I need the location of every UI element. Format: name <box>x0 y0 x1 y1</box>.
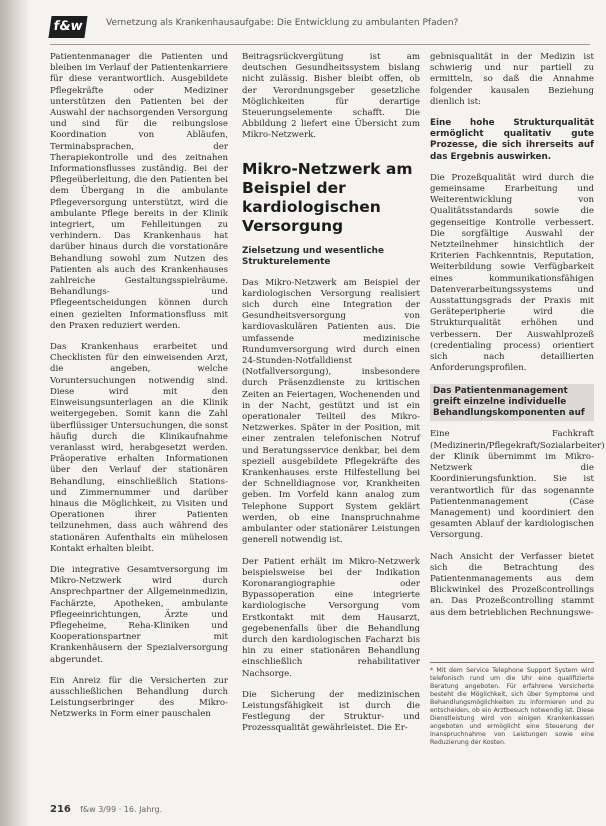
subsection-heading: Zielsetzung und wesentliche Strukturelemente <box>242 245 384 267</box>
paragraph: Die Sicherung der medizinischen Leistungsfähigkeit ist durch die Festlegung der Struktur- und Prozessqualität gewährleistet. Die Er- <box>242 689 420 734</box>
page-header <box>50 14 590 40</box>
page-number: 216 <box>50 804 71 815</box>
paragraph: Das Krankenhaus erarbeitet und Checklisten für den einweisenden Arzt, die angeben, welche Voruntersuchungen notwendig sind. Diese wird mit den Einweisungsunterlagen an die Klinik weitergegeben. Somit kann die Zahl überflüssiger Untersuchungen, die sonst häufig durch die Klinikaufnahme veranlasst wird, herabgesetzt werden. Präoperative erhalten Informationen über den Verlauf der stationären Behandlung, einschließlich Stations- und Zimmernummer und darüber hinaus die Möglichkeit, zu Visiten und Operationen ihrer Patienten teilzunehmen, dass auch während des stationären Aufenthalts ein mühelosen Kontakt erhalten bleibt. <box>50 342 228 554</box>
binding-shadow <box>0 0 30 826</box>
paragraph: Die integrative Gesamtversorgung im Mikro-Netzwerk wird durch Ansprechpartner der Allgemeinmedizin, Fachärzte, Apotheken, ambulante Pflegeeinrichtungen, Ärzte und Pflegeheime, Reha-Kliniken und Kooperationspartner mit Krankenhäusern der Spezialversorgung abgerundet. <box>50 564 228 665</box>
magazine-issue: f&w 3/99 · 16. Jahrg. <box>80 805 163 814</box>
emphasis-statement: Eine hohe Strukturqualität ermöglicht qualitativ gute Prozesse, die sich ihrerseits auf das Ergebnis auswirken. <box>430 118 594 162</box>
boxed-heading: Das Patientenmanagement greift einzelne individuelle Behandlungskomponenten auf <box>430 384 594 421</box>
column-1 <box>50 52 228 731</box>
paragraph: Eine Fachkraft (Medizinerin/Pflegekraft/Sozialarbeiter) der Klinik übernimmt im Mikro-Netzwerk die Koordinierungsfunktion. Sie ist verantwortlich für das sogenannte Patientenmanagement (Case Management) und koordiniert den gesamten Ablauf der kardiologischen Versorgung. <box>430 429 605 541</box>
paragraph: Beitragsrückvergütung ist am deutschen Gesundheitssystem bislang nicht zulässig. Bisher bleibt offen, ob der Verordnungsgeber gesetzliche Möglichkeiten für derartige Steuerungselemente schafft. Die Abbildung 2 liefert eine Übersicht zum Mikro-Netzwerk. <box>242 52 420 141</box>
column-2 <box>242 52 420 745</box>
paragraph: Der Patient erhält im Mikro-Netzwerk beispielsweise bei der Indikation Koronarangiographie oder Bypassoperation eine integrierte kardiologische Versorgung vom Erstkontakt mit dem Hausarzt, gegebenenfalls über die Behandlung durch den kardiologischen Facharzt bis hin zu einer stationären Behandlung einschließlich rehabilitativer Nachsorge. <box>242 556 420 679</box>
paragraph: Ein Anreiz für die Versicherten zur ausschließlichen Behandlung durch Leistungserbringer des Mikro-Netzwerks in Form einer pauschalen <box>50 675 228 720</box>
footnote: * Mit dem Service Telephone Support System wird telefonisch rund um die Uhr eine qualifizierte Beratung angeboten. Für erfahrene Versicherte besteht die Möglichkeit, sich über Symptome und Behandlungsmöglichkeiten zu informieren und zu entscheiden, ob ein Arztbesuch notwendig ist. Diese Dienstleistung wird von einigen Krankenkassen angeboten und ermöglicht eine Steuerung der Inanspruchnahme von Leistungen sowie eine Reduzierung der Kosten. <box>430 662 594 747</box>
header-rule <box>50 44 590 45</box>
section-heading: Mikro-Netzwerk am Beispiel der kardiologischen Versorgung <box>242 159 413 235</box>
column-3 <box>430 52 605 629</box>
page-footer <box>50 804 162 815</box>
paragraph: gebnisqualität in der Medizin ist schwierig und nur partiell zu ermitteln, so daß die Annahme folgender kausalen Beziehung dienlich ist: <box>430 52 594 107</box>
paragraph: Nach Ansicht der Verfasser bietet sich die Betrachtung des Patientenmanagements aus dem Blickwinkel des Prozeßcontrollings an. Das Prozeßcontrolling stammt aus dem betrieblichen Rechnungswe- <box>430 551 594 618</box>
paragraph: Die Prozeßqualität wird durch die gemeinsame Erarbeitung und Weiterentwicklung von Qualitätsstandards sowie die gegenseitige Kontrolle verbessert. Die sorgfältige Auswahl der Netzteilnehmer hinsichtlich der Kriterien Fachkenntnis, Reputation, Weiterbildung sowie Verfügbarkeit eines kommunikationsfähigen Datenverarbeitungssystems und Ausstattungsgrads der Praxis mit Geräteperipherie wird die Strukturqualität erhöhen und verbessern. Der Auswahlprozeß (credentialing process) orientiert sich nach detaillierten Anforderungsprofilen. <box>430 172 594 374</box>
magazine-logo: f&w <box>48 16 87 38</box>
running-head: Vernetzung als Krankenhausaufgabe: Die Entwicklung zu ambulanten Pfaden? <box>106 18 459 28</box>
paragraph: Das Mikro-Netzwerk am Beispiel der kardiologischen Versorgung realisiert sich durch eine Integration der Gesundheitsversorgung von kardiovaskulären Patienten aus. Die umfassende medizinische Rundumversorgung wird durch einen 24-Stunden-Notfalldienst (Notfallversorgung), insbesondere durch Präsenzdienste zu kritischen Zeiten an Feiertagen, Wochenenden und in der Nacht, gestützt und ist ein operationaler Teilteil des Mikro-Netzwerkes. Später in der Position, mit einer zentralen telefonischen Notruf und Beratungsservice denkbar, bei dem speziell ausgebildete Pflegekräfte des Krankenhauses erste Hilfestellung bei der Schnelldiagnose vor, Krankheiten geben. Im Vorfeld kann analog zum Telephone Support System geklärt werden, ob eine Inanspruchnahme ambulanter oder stationärer Leistungen generell notwendig ist. <box>242 277 420 546</box>
paragraph: Patientenmanager die Patienten und bleiben im Verlauf der Patientenkarriere für diese verantwortlich. Ausgebildete Pflegekräfte oder Mediziner unterstützen den Patienten bei der Auswahl der nachsorgenden Versorgung und sind für die reibungslose Koordination von Abläufen, Terminabsprachen, der Therapiekontrolle und des zeitnahen Informationsflusses zuständig. Bei der Pflegeüberleitung, die den Patienten bei dem Übergang in die ambulante Pflegeversorgung unterstützt, wird die ambulante Pflege bereits in der Klinik integriert, um Fehlleitungen zu verhindern. Das Krankenhaus hat darüber hinaus durch die vorstationäre Behandlung sowohl zum Nutzen des Patienten als auch des Krankenhauses zahlreiche Gestaltungsspielräume. Behandlungs- und Pflegeentscheidungen können durch einen gezielten Informationsfluss mit den Praxen reduziert werden. <box>50 52 228 331</box>
